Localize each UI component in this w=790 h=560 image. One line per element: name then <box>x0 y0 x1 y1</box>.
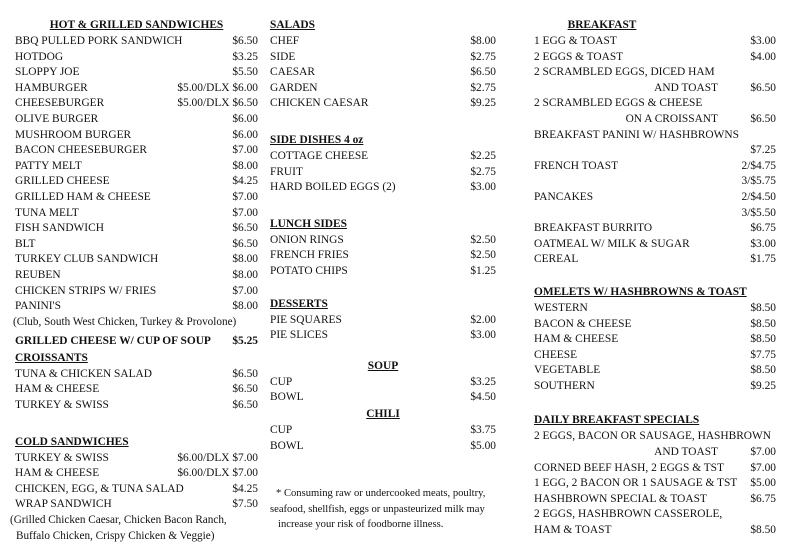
item-name: GARDEN <box>270 81 318 94</box>
item-name: PIE SQUARES <box>270 313 342 326</box>
menu-item <box>534 221 776 237</box>
menu-item <box>534 81 776 97</box>
menu-item <box>270 264 496 280</box>
menu-item <box>534 492 776 508</box>
item-price: $3.25 <box>232 50 258 63</box>
item-name: CAESAR <box>270 66 315 79</box>
item-name: BBQ PULLED PORK SANDWICH <box>15 35 183 47</box>
menu-item <box>15 96 258 112</box>
item-price: 2/$4.75 <box>741 159 776 172</box>
menu-item <box>534 206 776 222</box>
item-name: BACON CHEESEBURGER <box>15 144 147 157</box>
item-name: CORNED BEEF HASH, 2 EGGS & TST <box>534 461 724 474</box>
menu-item <box>534 190 776 206</box>
item-name: CHEF <box>270 35 300 47</box>
menu-item <box>15 112 258 128</box>
menu-item <box>270 423 496 439</box>
menu-item <box>534 159 776 175</box>
item-name: 2 SCRAMBLED EGGS & CHEESE <box>534 97 703 110</box>
section-heading: CROISSANTS <box>15 351 88 364</box>
item-name: HAM & CHEESE <box>534 333 619 346</box>
item-name: GRILLED HAM & CHEESE <box>15 190 151 203</box>
item-price: $6.50 <box>232 367 258 380</box>
section-breakfast <box>534 17 776 268</box>
item-name: BREAKFAST PANINI W/ HASHBROWNS <box>534 128 739 141</box>
item-name: TURKEY & SWISS <box>15 399 109 412</box>
item-name: WRAP SANDWICH <box>15 498 112 511</box>
menu-item <box>15 34 258 50</box>
item-price: $5.00 <box>470 439 496 452</box>
menu-item <box>15 143 258 159</box>
item-name: (Grilled Chicken Caesar, Chicken Bacon Ranch, <box>10 514 227 527</box>
menu-item <box>15 128 258 144</box>
item-name: CHEESEBURGER <box>15 97 105 110</box>
menu-item <box>15 382 258 398</box>
menu-item <box>270 34 496 50</box>
section-heading: SOUP <box>367 359 399 372</box>
item-name: HAM & CHEESE <box>15 383 100 396</box>
item-name: TUNA MELT <box>15 206 79 219</box>
menu-item <box>15 206 258 222</box>
item-price: $7.00 <box>750 446 776 459</box>
menu-item <box>15 334 258 350</box>
item-price: $9.25 <box>470 97 496 110</box>
item-name: AND TOAST <box>654 81 718 94</box>
item-price: $3.00 <box>750 237 776 250</box>
item-price: $1.25 <box>470 264 496 277</box>
menu-item <box>270 390 496 406</box>
item-name: HOTDOG <box>15 50 64 63</box>
item-price: $6.75 <box>750 222 776 235</box>
menu-item <box>15 451 258 467</box>
item-name: HASHBROWN SPECIAL & TOAST <box>534 492 707 505</box>
menu-note <box>13 315 258 331</box>
section-heading: SALADS <box>270 19 315 31</box>
menu-item <box>270 81 496 97</box>
item-price: $3.00 <box>750 35 776 47</box>
item-name: FRENCH FRIES <box>270 249 349 262</box>
section-disclaimer <box>270 486 496 533</box>
item-price: $6.00/DLX $7.00 <box>177 451 258 464</box>
item-price: $6.50 <box>750 112 776 125</box>
item-name: ON A CROISSANT <box>625 112 718 125</box>
item-price: $3.00 <box>470 181 496 194</box>
menu-item <box>534 34 776 50</box>
item-name: TUNA & CHICKEN SALAD <box>15 367 153 380</box>
section-daily-breakfast-specials <box>534 412 776 538</box>
menu-item <box>15 81 258 97</box>
item-price: $5.25 <box>232 335 258 348</box>
item-name: HAM & CHEESE <box>15 467 100 480</box>
section-grilled-cheese-soup <box>15 334 258 350</box>
menu-item <box>15 190 258 206</box>
item-price: $2.50 <box>470 249 496 262</box>
menu-column-left <box>10 17 258 544</box>
item-name: FRUIT <box>270 165 303 178</box>
item-price: $8.50 <box>750 301 776 314</box>
item-price: $1.75 <box>750 253 776 266</box>
item-name: GRILLED CHEESE <box>15 175 110 188</box>
section-heading: COLD SANDWICHES <box>15 435 129 448</box>
item-price: $2.25 <box>470 149 496 162</box>
menu-item <box>270 439 496 455</box>
menu-item <box>534 476 776 492</box>
item-name: BOWL <box>270 391 304 404</box>
menu-item <box>270 149 496 165</box>
section-soup <box>270 358 496 406</box>
menu-item <box>270 65 496 81</box>
section-desserts <box>270 296 496 344</box>
item-name: REUBEN <box>15 268 61 281</box>
menu-item <box>15 237 258 253</box>
section-hot-grilled-sandwiches <box>15 17 258 330</box>
section-heading: SIDE DISHES 4 oz <box>270 133 364 146</box>
item-name: GRILLED CHEESE W/ CUP OF SOUP <box>15 335 211 348</box>
item-name: WESTERN <box>534 301 588 314</box>
item-name: BLT <box>15 237 36 250</box>
item-price: $6.75 <box>750 492 776 505</box>
item-name: OATMEAL W/ MILK & SUGAR <box>534 237 690 250</box>
item-price: $2.75 <box>470 165 496 178</box>
section-heading: DESSERTS <box>270 297 328 310</box>
item-name: 2 EGGS, BACON OR SAUSAGE, HASHBROWN <box>534 430 772 443</box>
item-price: $7.50 <box>232 498 258 511</box>
item-name: CHICKEN CAESAR <box>270 97 369 110</box>
item-name: SLOPPY JOE <box>15 66 80 79</box>
menu-item <box>534 523 776 539</box>
item-price: $5.00/DLX $6.50 <box>177 97 258 110</box>
menu-item <box>270 328 496 344</box>
menu-item <box>270 96 496 112</box>
item-name: 2 EGGS, HASHBROWN CASSEROLE, <box>534 508 723 521</box>
item-name: 2 SCRAMBLED EGGS, DICED HAM <box>534 66 715 79</box>
menu-item <box>534 112 776 128</box>
item-name: BACON & CHEESE <box>534 317 632 330</box>
item-name: FRENCH TOAST <box>534 159 619 172</box>
section-heading: BREAKFAST <box>567 19 637 31</box>
item-price: $8.50 <box>750 333 776 346</box>
item-name: AND TOAST <box>654 446 718 459</box>
menu-item <box>534 332 776 348</box>
item-price: $6.50 <box>232 222 258 235</box>
item-price: 3/$5.50 <box>741 206 776 219</box>
item-price: $6.50 <box>232 35 258 47</box>
item-name: 2 EGGS & TOAST <box>534 50 624 63</box>
menu-item <box>534 317 776 333</box>
item-price: $6.00 <box>232 128 258 141</box>
item-name: TURKEY CLUB SANDWICH <box>15 253 159 266</box>
menu-item <box>15 50 258 66</box>
item-price: $6.50 <box>750 81 776 94</box>
item-price: $7.00 <box>232 206 258 219</box>
menu-item <box>534 301 776 317</box>
item-price: $8.00 <box>232 300 258 313</box>
item-price: $3.00 <box>470 329 496 342</box>
menu-item <box>15 221 258 237</box>
menu-item <box>534 96 776 112</box>
item-name: MUSHROOM BURGER <box>15 128 132 141</box>
section-side-dishes <box>270 132 496 196</box>
menu-note <box>10 513 258 529</box>
item-price: $3.75 <box>470 423 496 436</box>
item-price: $6.00 <box>232 112 258 125</box>
item-price: $6.50 <box>232 383 258 396</box>
item-name: * Consuming raw or undercooked meats, poultry, <box>276 488 486 500</box>
section-salads <box>270 17 496 112</box>
item-name: Buffalo Chicken, Crispy Chicken & Veggie) <box>16 529 215 542</box>
item-price: $4.25 <box>232 482 258 495</box>
item-name: CUP <box>270 375 293 388</box>
item-name: SIDE <box>270 50 296 63</box>
menu-item <box>534 65 776 81</box>
item-price: $5.50 <box>232 66 258 79</box>
menu-note <box>10 529 258 545</box>
item-name: HARD BOILED EGGS (2) <box>270 181 396 194</box>
section-chili <box>270 406 496 454</box>
item-name: OLIVE BURGER <box>15 112 99 125</box>
section-heading: OMELETS W/ HASHBROWNS & TOAST <box>534 285 747 298</box>
item-price: $7.00 <box>232 144 258 157</box>
menu-item <box>270 50 496 66</box>
menu-item <box>15 268 258 284</box>
item-name: 1 EGG, 2 BACON OR 1 SAUSAGE & TST <box>534 477 738 490</box>
item-price: $6.50 <box>232 399 258 412</box>
menu-item <box>15 497 258 513</box>
item-price: $7.25 <box>750 144 776 157</box>
menu-item <box>270 165 496 181</box>
section-heading: LUNCH SIDES <box>270 217 347 230</box>
item-name: 1 EGG & TOAST <box>534 35 617 47</box>
item-price: $2.50 <box>470 233 496 246</box>
menu-item <box>15 398 258 414</box>
item-name: SOUTHERN <box>534 379 595 392</box>
item-name: FISH SANDWICH <box>15 222 104 235</box>
item-name: (Club, South West Chicken, Turkey & Provolone) <box>13 315 237 328</box>
item-name: VEGETABLE <box>534 364 601 377</box>
menu-item <box>15 299 258 315</box>
item-price: $2.75 <box>470 81 496 94</box>
menu-note <box>270 502 496 518</box>
item-name: CHICKEN STRIPS W/ FRIES <box>15 284 157 297</box>
menu-item <box>15 284 258 300</box>
menu-item <box>534 445 776 461</box>
section-heading: CHILI <box>366 407 400 420</box>
item-price: $8.50 <box>750 364 776 377</box>
item-name: CHEESE <box>534 348 578 361</box>
item-price: $2.00 <box>470 313 496 326</box>
menu-item <box>534 237 776 253</box>
item-name: CHICKEN, EGG, & TUNA SALAD <box>15 482 184 495</box>
item-price: $8.50 <box>750 524 776 537</box>
item-price: $5.00/DLX $6.00 <box>177 81 258 94</box>
menu-item <box>534 128 776 144</box>
item-name: POTATO CHIPS <box>270 264 348 277</box>
menu-item <box>270 375 496 391</box>
menu-item <box>270 313 496 329</box>
menu-note <box>270 517 496 533</box>
item-price: $7.00 <box>750 461 776 474</box>
item-price: $6.50 <box>470 66 496 79</box>
item-price: $7.00 <box>232 190 258 203</box>
menu-item <box>270 180 496 196</box>
menu-item <box>534 363 776 379</box>
menu-item <box>534 507 776 523</box>
item-price: $8.50 <box>750 317 776 330</box>
section-heading: HOT & GRILLED SANDWICHES <box>49 19 224 31</box>
menu-item <box>534 50 776 66</box>
menu-item <box>15 252 258 268</box>
item-name: PANCAKES <box>534 190 594 203</box>
menu-item <box>15 367 258 383</box>
item-name: CUP <box>270 423 293 436</box>
item-price: $4.25 <box>232 175 258 188</box>
item-price: $8.00 <box>232 268 258 281</box>
menu-item <box>270 248 496 264</box>
item-name: CEREAL <box>534 253 579 266</box>
item-name: TURKEY & SWISS <box>15 451 109 464</box>
section-heading: DAILY BREAKFAST SPECIALS <box>534 414 700 427</box>
item-name: HAM & TOAST <box>534 524 612 537</box>
item-price: 3/$5.75 <box>741 175 776 188</box>
menu-item <box>270 233 496 249</box>
menu-item <box>534 379 776 395</box>
item-price: $5.00 <box>750 477 776 490</box>
item-price: $8.00 <box>470 35 496 47</box>
item-price: 2/$4.50 <box>741 190 776 203</box>
menu-item <box>534 348 776 364</box>
menu-item <box>534 429 776 445</box>
item-name: increase your risk of foodborne illness. <box>278 519 444 531</box>
section-omelets <box>534 284 776 395</box>
item-price: $6.50 <box>232 237 258 250</box>
menu-item <box>534 174 776 190</box>
item-name: PATTY MELT <box>15 159 82 172</box>
menu-column-right <box>534 17 776 539</box>
item-name: ONION RINGS <box>270 233 344 246</box>
item-name: COTTAGE CHEESE <box>270 149 369 162</box>
section-cold-sandwiches <box>10 434 258 545</box>
item-name: HAMBURGER <box>15 81 88 94</box>
item-price: $3.25 <box>470 375 496 388</box>
menu-item <box>15 159 258 175</box>
item-name: PANINI'S <box>15 300 61 313</box>
menu-item <box>15 466 258 482</box>
menu-item <box>534 461 776 477</box>
menu-item <box>534 252 776 268</box>
section-croissants <box>15 350 258 414</box>
menu-item <box>15 174 258 190</box>
item-name: seafood, shellfish, eggs or unpasteurized milk may <box>270 503 485 515</box>
item-price: $8.00 <box>232 253 258 266</box>
item-price: $6.00/DLX $7.00 <box>177 467 258 480</box>
item-price: $7.75 <box>750 348 776 361</box>
menu-item <box>534 143 776 159</box>
item-price: $9.25 <box>750 379 776 392</box>
menu-note <box>270 486 496 502</box>
item-price: $8.00 <box>232 159 258 172</box>
item-price: $4.00 <box>750 50 776 63</box>
item-name: PIE SLICES <box>270 329 328 342</box>
item-price: $7.00 <box>232 284 258 297</box>
item-price: $4.50 <box>470 391 496 404</box>
item-name: BOWL <box>270 439 304 452</box>
menu-item <box>15 65 258 81</box>
menu-item <box>15 482 258 498</box>
section-lunch-sides <box>270 216 496 280</box>
item-name: BREAKFAST BURRITO <box>534 222 653 235</box>
menu-column-middle <box>270 17 496 533</box>
item-price: $2.75 <box>470 50 496 63</box>
